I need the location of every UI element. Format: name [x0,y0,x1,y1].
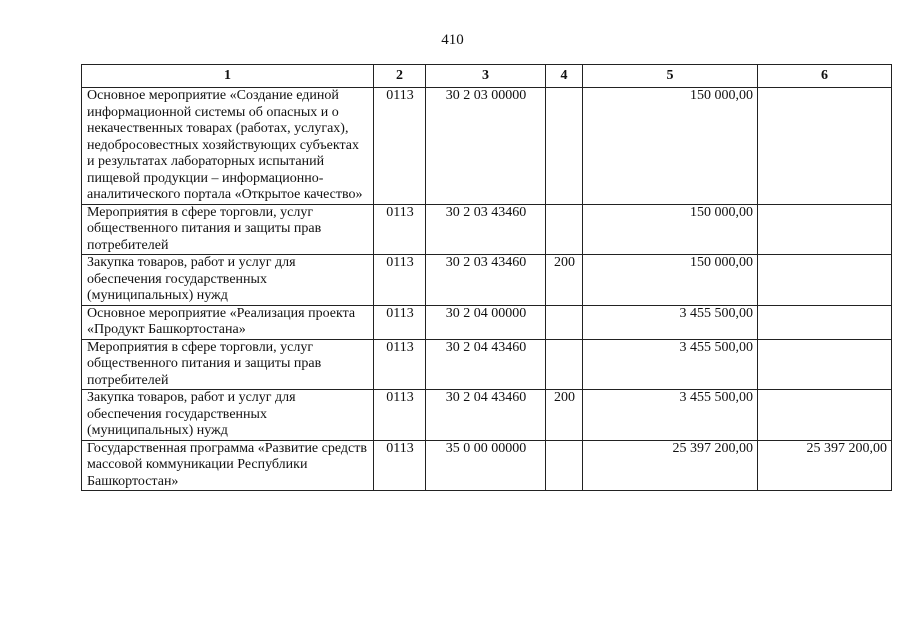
section-code-cell: 0113 [374,339,426,390]
section-code-cell: 0113 [374,305,426,339]
section-code-cell: 0113 [374,88,426,205]
header-row [82,65,892,88]
target-code-cell: 30 2 04 43460 [426,339,546,390]
target-code-cell: 30 2 04 43460 [426,390,546,441]
amount-cell: 25 397 200,00 [583,440,758,491]
amount-cell: 3 455 500,00 [583,339,758,390]
expense-type-cell [546,339,583,390]
column-header-2: 2 [374,65,426,88]
table-row [82,204,892,255]
section-code-cell: 0113 [374,390,426,441]
page-number: 410 [441,32,464,48]
amount-cell: 150 000,00 [583,255,758,306]
column-header-1: 1 [82,65,374,88]
expense-type-cell [546,440,583,491]
table-row [82,339,892,390]
amount-cell: 150 000,00 [583,88,758,205]
section-code-cell: 0113 [374,204,426,255]
expense-type-cell [546,88,583,205]
amount-col6-cell [758,204,892,255]
row-name-cell: Закупка товаров, работ и услуг для обеспечения государственных (муниципальных) нужд [82,255,374,306]
section-code-cell: 0113 [374,440,426,491]
row-name-cell: Мероприятия в сфере торговли, услуг общественного питания и защиты прав потребителей [82,339,374,390]
amount-cell: 150 000,00 [583,204,758,255]
expense-type-cell: 200 [546,390,583,441]
row-name-cell: Закупка товаров, работ и услуг для обеспечения государственных (муниципальных) нужд [82,390,374,441]
column-header-5: 5 [583,65,758,88]
table-row [82,88,892,205]
section-code-cell: 0113 [374,255,426,306]
target-code-cell: 30 2 03 43460 [426,255,546,306]
row-name-cell: Государственная программа «Развитие средств массовой коммуникации Республики Башкортостан» [82,440,374,491]
amount-cell: 3 455 500,00 [583,390,758,441]
column-header-3: 3 [426,65,546,88]
amount-col6-cell [758,305,892,339]
target-code-cell: 35 0 00 00000 [426,440,546,491]
table-row [82,440,892,491]
amount-cell: 3 455 500,00 [583,305,758,339]
table-row [82,390,892,441]
budget-table [81,64,892,491]
target-code-cell: 30 2 03 43460 [426,204,546,255]
amount-col6-cell: 25 397 200,00 [758,440,892,491]
table-row [82,255,892,306]
column-header-6: 6 [758,65,892,88]
row-name-cell: Мероприятия в сфере торговли, услуг общественного питания и защиты прав потребителей [82,204,374,255]
amount-col6-cell [758,255,892,306]
column-header-4: 4 [546,65,583,88]
expense-type-cell [546,204,583,255]
target-code-cell: 30 2 03 00000 [426,88,546,205]
row-name-cell: Основное мероприятие «Реализация проекта «Продукт Башкортостана» [82,305,374,339]
table-row [82,305,892,339]
expense-type-cell: 200 [546,255,583,306]
amount-col6-cell [758,339,892,390]
target-code-cell: 30 2 04 00000 [426,305,546,339]
amount-col6-cell [758,88,892,205]
expense-type-cell [546,305,583,339]
amount-col6-cell [758,390,892,441]
row-name-cell: Основное мероприятие «Создание единой информационной системы об опасных и о некачественных товарах (работах, услугах), недобросовестных хозяйствующих субъектах и результатах лабораторных испытаний пищевой продукции – информационно-аналитического портала «Открытое качество» [82,88,374,205]
